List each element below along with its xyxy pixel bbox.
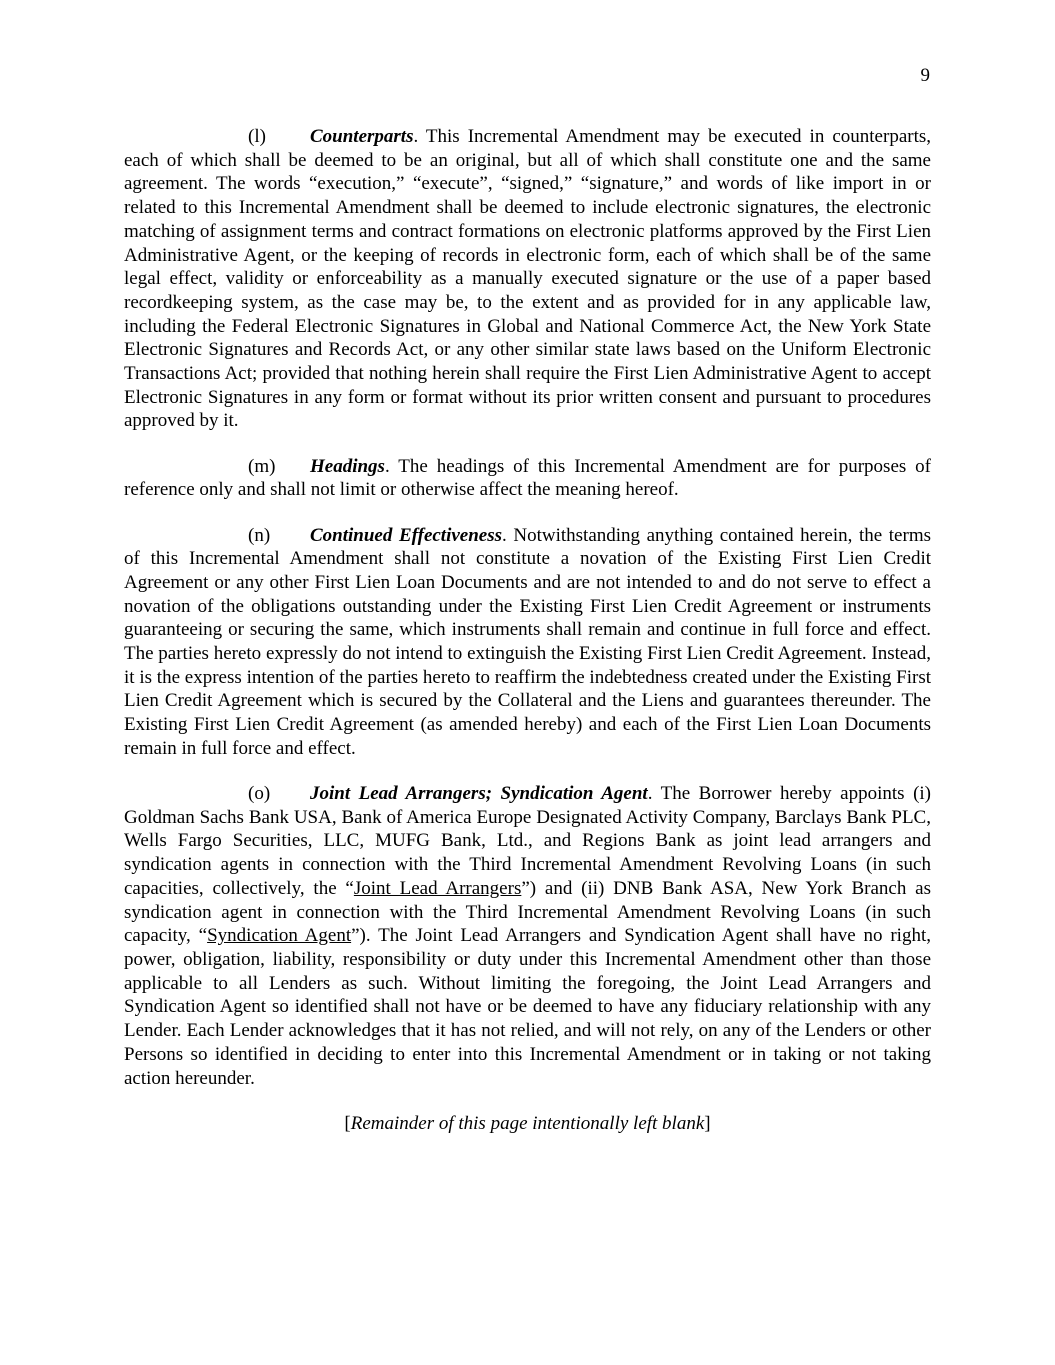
section-label: (l) <box>248 126 266 147</box>
open-bracket: [ <box>344 1112 351 1134</box>
remainder-text: Remainder of this page intentionally left blank <box>350 1112 705 1134</box>
section-heading: Counterparts <box>310 126 414 147</box>
section-l-counterparts <box>124 125 931 433</box>
section-heading: Headings <box>310 455 385 477</box>
section-text: . Notwithstanding anything contained herein, the terms of this Incremental Amendment shall not constitute a novation of the Existing First Lien Credit Agreement or any other First Lien Loan Documents and are not intended to and do not serve to effect a novation of the obligations outstanding under the Existing First Lien Credit Agreement or instruments guaranteeing or securing the same, which instruments shall remain and continue in full force and effect. The parties hereto expressly do not intend to extinguish the Existing First Lien Credit Agreement. Instead, it is the express intention of the parties hereto to reaffirm the indebtedness created under the Existing First Lien Credit Agreement which is secured by the Collateral and the Liens and guarantees thereunder. The Existing First Lien Credit Agreement (as amended hereby) and each of the First Lien Loan Documents remain in full force and effect. <box>124 524 931 759</box>
section-m-headings <box>124 455 931 502</box>
section-label: (o) <box>248 783 271 805</box>
section-o-joint-lead-arrangers <box>124 782 931 1090</box>
section-label: (m) <box>248 455 276 477</box>
section-heading: Continued Effectiveness <box>310 524 503 546</box>
page-number: 9 <box>920 65 930 86</box>
section-text: . This Incremental Amendment may be executed in counterparts, each of which shall be deemed to be an original, but all of which shall constitute one and the same agreement. The words “execution,” “execute”, “signed,” “signature,” and words of like import in or related to this Incremental Amendment shall be deemed to include electronic signatures, the electronic matching of assignment terms and contract formations on electronic platforms approved by the First Lien Administrative Agent, or the keeping of records in electronic form, each of which shall be of the same legal effect, validity or enforceability as a manually executed signature or the use of a paper based recordkeeping system, as the case may be, to the extent and as provided for in any applicable law, including the Federal Electronic Signatures in Global and National Commerce Act, the New York State Electronic Signatures and Records Act, or any other similar state laws based on the Uniform Electronic Transactions Act; provided that nothing herein shall require the First Lien Administrative Agent to accept Electronic Signatures in any form or format without its prior written consent and pursuant to procedures approved by it. <box>124 126 931 432</box>
section-text: ”). The Joint Lead Arrangers and Syndication Agent shall have no right, power, obligation, liability, responsibility or duty under this Incremental Amendment other than those applicable to all Lenders as such. Without limiting the foregoing, the Joint Lead Arrangers and Syndication Agent so identified shall not have or be deemed to have any fiduciary relationship with any Lender. Each Lender acknowledges that it has not relied, and will not rely, on any of the Lenders or other Persons so identified in deciding to enter into this Incremental Amendment or in taking or not taking action hereunder. <box>124 925 931 1089</box>
section-heading: Joint Lead Arrangers; Syndication Agent <box>310 783 648 805</box>
remainder-blank-notice <box>124 1112 931 1136</box>
section-label: (n) <box>248 524 271 546</box>
document-body <box>124 125 931 1135</box>
defined-term-joint-lead-arrangers: Joint Lead Arrangers <box>353 877 522 899</box>
close-bracket: ] <box>704 1112 711 1134</box>
section-text: . The Borrower hereby appoints (i) Goldman Sachs Bank USA, Bank of America Europe Designated Activity Company, Barclays Bank PLC, Wells Fargo Securities, LLC, MUFG Bank, Ltd., and Regions Bank as joint lead arrangers and syndication agents in connection with the Third Incremental Amendment Revolving Loans (in such capacities, collectively, the “ <box>124 783 932 899</box>
defined-term-syndication-agent: Syndication Agent <box>207 925 352 947</box>
section-n-continued-effectiveness <box>124 524 931 761</box>
section-text: ”) and (ii) DNB Bank ASA, New York Branch as syndication agent in connection with the Third Incremental Amendment Revolving Loans (in such capacity, “ <box>124 877 931 947</box>
section-text: . The headings of this Incremental Amendment are for purposes of reference only and shall not limit or otherwise affect the meaning hereof. <box>124 455 931 501</box>
